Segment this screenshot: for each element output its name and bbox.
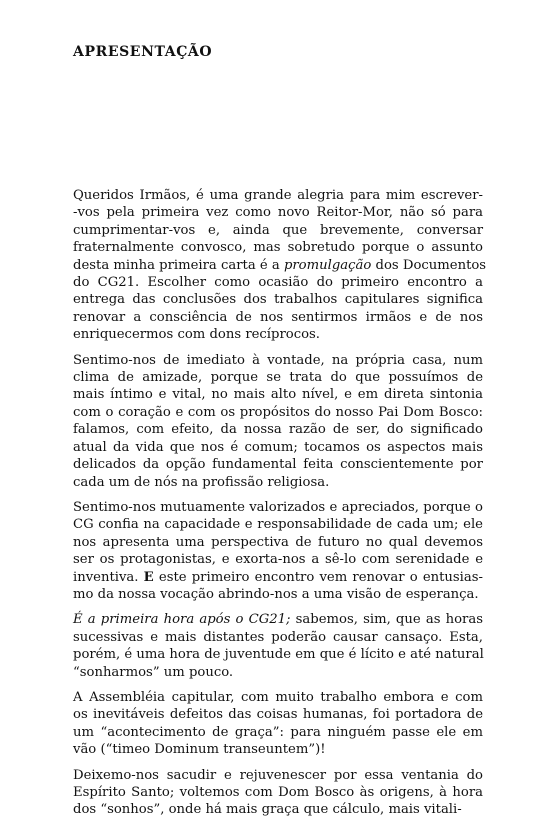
text-line: É a primeira hora após o CG21; sabemos, sim, que as horas [73,612,483,628]
paragraph-1 [73,187,487,344]
page-heading: APRESENTAÇÃO [73,44,213,60]
paragraph-4 [73,611,483,681]
italic-text: promulgação [283,257,372,273]
body-text [73,187,487,827]
bold-text: E [143,569,154,585]
text-line: cumprimentar-vos e, ainda que brevemente, conversar [73,222,483,238]
text-line: ser os protagonistas, e exorta-nos a sê-lo com serenidade e [73,552,483,568]
text-line: -vos pela primeira vez como novo Reitor-Mor, não só para [73,205,483,221]
text-line: nos apresenta uma perspectiva de futuro no qual devemos [73,534,483,550]
text-line: renovar a consciência de nos sentirmos irmãos e de nos [73,309,483,325]
text-line: inventiva. E este primeiro encontro vem renovar o entusias- [73,569,483,585]
text-line: fraternalmente convosco, mas sobretudo porque o assunto [73,240,483,256]
text-line: atual da vida que nos é comum; tocamos os aspectos mais [73,439,483,455]
paragraph-2 [73,352,483,491]
text-line: clima de amizade, porque se trata do que possuímos de [73,370,483,386]
text-line: os inevitáveis defeitos das coisas humanas, foi portadora de [73,707,483,723]
text-line: dos “sonhos”, onde há mais graça que cálculo, mais vitali- [73,802,462,818]
text-line: mais íntimo e vital, no mais alto nível, e em direta sintonia [73,387,483,403]
text-line: Espírito Santo; voltemos com Dom Bosco às origens, à hora [73,785,483,800]
text-line: do CG21. Escolher como ocasião do primeiro encontro a [73,275,483,291]
text-line: enriquecermos com dons recíprocos. [73,327,320,343]
text-line: Sentimo-nos de imediato à vontade, na própria casa, num [73,352,483,368]
text-line: sucessivas e mais distantes poderão causar cansaço. Esta, [73,629,483,645]
text-line: vão (“timeo Dominum transeuntem”)! [73,742,326,758]
text-line: porém, é uma hora de juventude em que é lícito e até natural [73,647,484,663]
paragraph-5 [73,689,483,759]
text-line: um “acontecimento de graça”: para ninguém passe ele em [73,724,483,740]
text-line: Sentimo-nos mutuamente valorizados e apreciados, porque o [73,499,483,515]
paragraph-3 [73,499,483,603]
text-line: desta minha primeira carta é a promulgação dos Documentos [73,257,487,273]
text-line: com o coração e com os propósitos do nosso Pai Dom Bosco: [73,404,483,420]
text-line: CG confia na capacidade e responsabilidade de cada um; ele [73,517,483,533]
text-line: delicados da opção fundamental feita conscientemente por [73,457,483,473]
text-line: cada um de nós na profissão religiosa. [73,474,330,490]
text-line: “sonharmos” um pouco. [73,664,234,680]
italic-text: É a primeira hora após o CG21; [73,612,291,628]
text-line: falamos, com efeito, da nossa razão de ser, do significado [73,422,483,438]
text-line: Deixemo-nos sacudir e rejuvenescer por essa ventania do [73,767,483,783]
paragraph-6 [73,767,483,819]
text-line: Queridos Irmãos, é uma grande alegria para mim escrever- [73,188,483,203]
text-line: A Assembléia capitular, com muito trabalho embora e com [73,689,483,705]
text-line: entrega das conclusões dos trabalhos capitulares significa [73,292,483,308]
text-line: mo da nossa vocação abrindo-nos a uma visão de esperança. [73,586,479,602]
